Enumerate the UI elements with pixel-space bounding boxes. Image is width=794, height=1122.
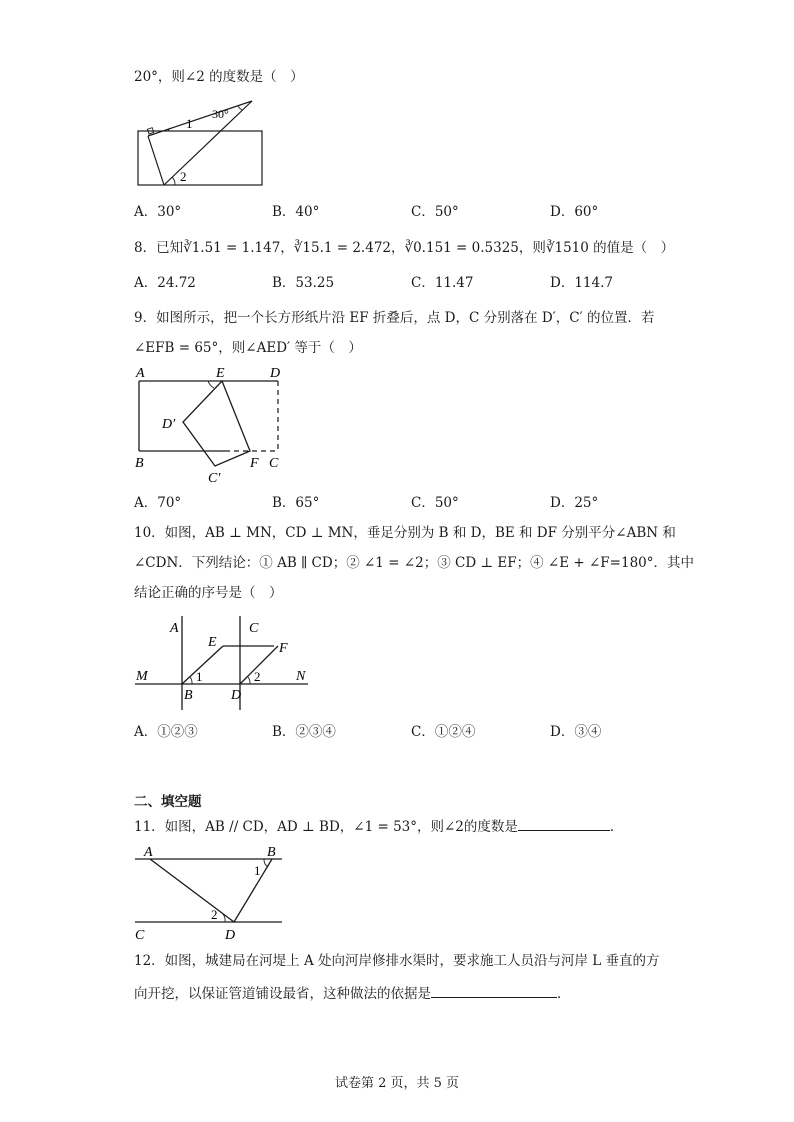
page-footer: 试卷第 2 页，共 5 页 xyxy=(334,1076,460,1091)
q10-point-f: F xyxy=(279,641,288,656)
q9-point-dprime: D′ xyxy=(162,417,176,432)
q9-option-a[interactable]: A．70° xyxy=(134,495,182,511)
q10-option-a[interactable]: A．①②③ xyxy=(134,724,198,740)
q8-option-c[interactable]: C．11.47 xyxy=(411,275,474,291)
q8-options xyxy=(134,273,734,293)
q11-point-b: B xyxy=(267,845,276,860)
q9-point-e: E xyxy=(216,366,225,381)
q10-options xyxy=(134,722,734,742)
q11-angle-2: 2 xyxy=(211,907,218,922)
q9-option-b[interactable]: B．65° xyxy=(272,495,320,511)
q7-option-a[interactable]: A．30° xyxy=(134,204,182,220)
q9-stem-line2: ∠EFB = 65°，则∠AED′ 等于（ ） xyxy=(134,340,362,356)
q9-stem-line1: 9．如图所示，把一个长方形纸片沿 EF 折叠后，点 D，C 分别落在 D′，C′ 的位置．若 xyxy=(134,310,655,326)
section-title: 二、填空题 xyxy=(134,794,202,810)
q12-stem-text: 向开挖，以保证管道铺设最省，这种做法的依据是 xyxy=(134,986,431,1002)
q7-label-2: 2 xyxy=(180,169,187,184)
q10-point-n: N xyxy=(296,669,306,684)
q11-figure xyxy=(130,842,290,942)
q11-point-c: C xyxy=(135,928,145,942)
q9-option-d[interactable]: D．25° xyxy=(550,495,599,511)
q11-angle-1: 1 xyxy=(254,863,261,878)
q10-point-m: M xyxy=(136,669,148,684)
q10-option-c[interactable]: C．①②④ xyxy=(411,724,476,740)
q9-point-c: C xyxy=(269,456,279,471)
q12-stem-line2 xyxy=(134,983,571,1004)
q10-option-d[interactable]: D．③④ xyxy=(550,724,602,740)
q10-stem-line3: 结论正确的序号是（ ） xyxy=(134,585,283,601)
q11-point-a: A xyxy=(144,845,153,860)
q11-point-d: D xyxy=(225,928,236,942)
q9-point-b: B xyxy=(135,456,144,471)
q10-point-e: E xyxy=(208,635,217,650)
q7-label-1: 1 xyxy=(186,116,193,131)
q8-option-a[interactable]: A．24.72 xyxy=(134,275,196,291)
q7-label-30: 30° xyxy=(212,107,229,121)
q9-point-a: A xyxy=(136,366,145,381)
q10-point-a: A xyxy=(170,621,179,636)
q10-point-b: B xyxy=(184,688,193,703)
q11-stem xyxy=(134,816,623,837)
q12-stem-line1: 12．如图，城建局在河堤上 A 处向河岸修排水渠时，要求施工人员沿与河岸 L 垂直的方 xyxy=(134,953,660,969)
q7-stem: 20°，则∠2 的度数是（ ） xyxy=(134,69,304,85)
q7-options xyxy=(134,202,734,222)
q8-stem: 8．已知∛1.51 = 1.147，∛15.1 = 2.472，∛0.151 = 0.5325，则∛1510 的值是（ ） xyxy=(134,240,675,256)
q11-answer-blank[interactable] xyxy=(518,816,610,831)
q7-option-d[interactable]: D．60° xyxy=(550,204,599,220)
q7-option-c[interactable]: C．50° xyxy=(411,204,459,220)
q11-stem-text: 11．如图，AB // CD，AD ⊥ BD，∠1 = 53°，则∠2的度数是 xyxy=(134,819,518,835)
q8-option-d[interactable]: D．114.7 xyxy=(550,275,613,291)
q7-figure xyxy=(134,96,266,188)
q9-point-f: F xyxy=(250,456,259,471)
q9-point-cprime: C′ xyxy=(208,471,221,486)
q10-point-c: C xyxy=(249,621,259,636)
q10-angle-1: 1 xyxy=(196,669,203,684)
q10-figure xyxy=(130,614,315,714)
q10-point-d: D xyxy=(231,688,242,703)
q12-stem-end: ． xyxy=(557,986,571,1002)
q10-option-b[interactable]: B．②③④ xyxy=(272,724,336,740)
q9-options xyxy=(134,493,734,513)
q11-stem-end: ． xyxy=(609,819,624,835)
q10-stem-line2: ∠CDN．下列结论：① AB ∥ CD；② ∠1 = ∠2；③ CD ⊥ EF；④ ∠E + ∠F=180°．其中 xyxy=(134,555,694,571)
q10-stem-line1: 10．如图，AB ⊥ MN，CD ⊥ MN，垂足分别为 B 和 D，BE 和 DF 分别平分∠ABN 和 xyxy=(134,525,676,541)
q7-option-b[interactable]: B．40° xyxy=(272,204,320,220)
q9-point-d: D xyxy=(270,366,281,381)
q8-option-b[interactable]: B．53.25 xyxy=(272,275,335,291)
q9-figure xyxy=(130,362,290,488)
q9-option-c[interactable]: C．50° xyxy=(411,495,459,511)
q12-answer-blank[interactable] xyxy=(431,983,557,998)
q10-angle-2: 2 xyxy=(254,669,261,684)
